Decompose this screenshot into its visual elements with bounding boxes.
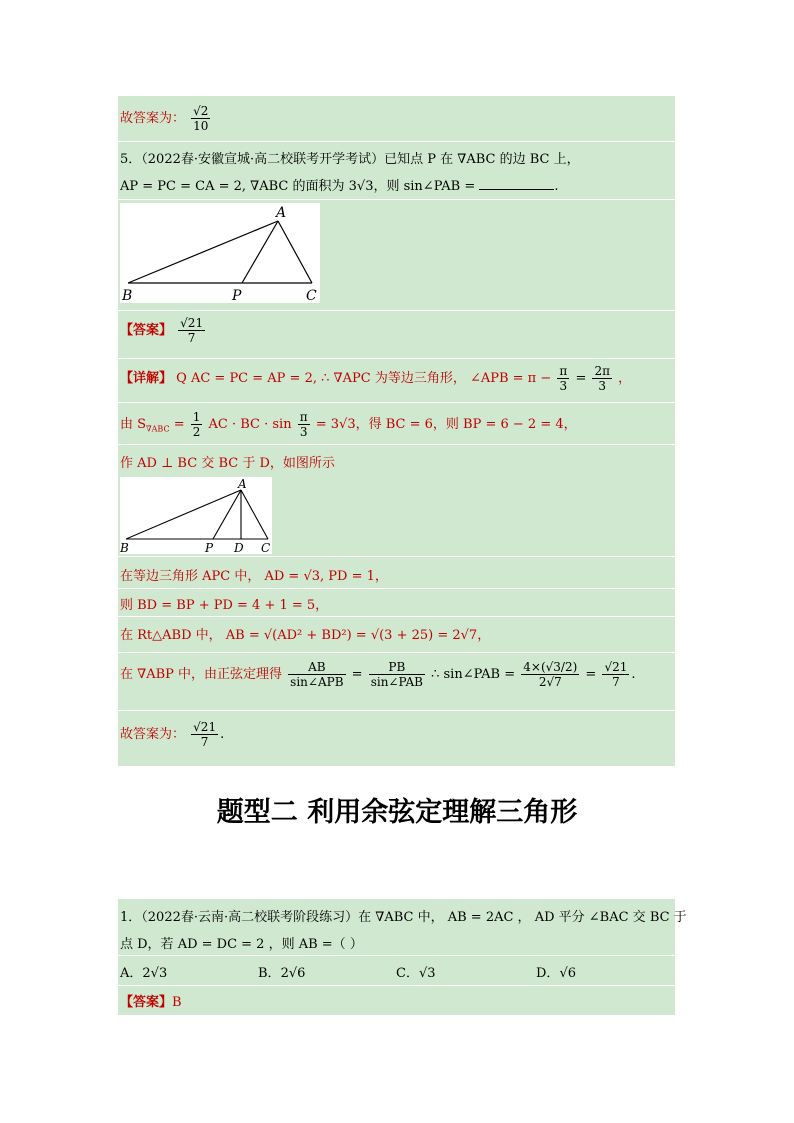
triangle-figure-2 — [120, 477, 272, 554]
divider — [118, 556, 675, 557]
segment-ap — [242, 221, 278, 283]
vertex-label-b: B — [120, 541, 129, 554]
detail-line-2: 由 $S_{\nabla ABC}$ = $\frac{1}{2}$ AC · BC · sin $\frac{\pi}{3}$ = 3√3，得 BC = 6，则 BP = 6 − 2 = 4， — [120, 410, 577, 439]
detail-line-3: 作 AD ⊥ BC 交 BC 于 D，如图所示 — [120, 456, 335, 471]
triangle-diagram-1 — [120, 203, 320, 303]
answer-fraction: $\frac{√21}{7}$ — [180, 316, 204, 345]
divider — [118, 199, 675, 200]
vertex-label-p: P — [232, 288, 242, 303]
vertex-label-p: P — [205, 541, 214, 554]
triangle-diagram-2 — [120, 477, 272, 554]
question-1-answer: 【答案】B — [120, 995, 182, 1010]
previous-answer-fraction: $\frac{√2}{10}$ — [193, 104, 209, 133]
option-c[interactable]: C．√3 — [396, 966, 436, 981]
option-b[interactable]: B．2√6 — [258, 966, 306, 981]
vertex-label-a: A — [238, 477, 247, 491]
divider — [118, 358, 675, 359]
detail-tag: 【详解】 — [120, 371, 173, 386]
vertex-label-a: A — [276, 205, 287, 221]
vertex-label-c: C — [306, 288, 317, 303]
detail-line-5: 则 BD = BP + PD = 4 + 1 = 5， — [120, 598, 329, 613]
segment-ab — [126, 490, 241, 539]
question-1-line-2: 点 D，若 AD = DC = 2 ，则 AB =（ ） — [120, 937, 363, 952]
final-answer: 故答案为： $\frac{√21}{7}$ . — [120, 720, 225, 749]
divider — [118, 402, 675, 403]
divider — [118, 985, 675, 986]
divider — [118, 616, 675, 617]
detail-line-7: 在 ∇ABP 中，由正弦定理得 $\frac{AB}{\text{sin∠APB}}$ = $\frac{PB}{\text{sin∠PAB}}$ ∴ sin∠PAB = $\frac{4\times(√3/2)}{2√7}$ = $\frac{√21}{7}$ . — [120, 660, 636, 689]
divider — [118, 310, 675, 311]
divider — [118, 710, 675, 711]
segment-ab — [128, 221, 278, 283]
option-a[interactable]: A．2√3 — [120, 966, 168, 981]
divider — [118, 652, 675, 653]
option-d[interactable]: D．√6 — [536, 966, 576, 981]
question-5-line-1: 5．（2022春·安徽宣城·高二校联考开学考试）已知点 P 在 ∇ABC 的边 BC 上， — [120, 152, 580, 167]
previous-answer-label: 故答案为： — [120, 111, 186, 126]
detail-line-6: 在 Rt△ABD 中， AB = √(AD² + BD²) = √(3 + 25) = 2√7， — [120, 628, 491, 643]
segment-ap — [213, 490, 241, 539]
section-title: 题型二 利用余弦定理解三角形 — [216, 797, 578, 828]
triangle-figure-1 — [120, 203, 320, 303]
segment-ac — [278, 221, 312, 283]
question-1-line-1: 1．（2022春·云南·高二校联考阶段练习）在 ∇ABC 中， AB = 2AC ， AD 平分 ∠BAC 交 BC 于 — [120, 910, 687, 925]
divider — [118, 444, 675, 445]
previous-answer — [120, 104, 212, 133]
segment-ac — [241, 490, 268, 539]
answer-row — [120, 316, 207, 345]
vertex-label-c: C — [261, 541, 271, 554]
divider — [118, 141, 675, 142]
answer-blank — [479, 177, 554, 190]
vertex-label-d: D — [234, 541, 244, 554]
detail-line-1: 【详解】 Q AC = PC = AP = 2, ∴ ∇APC 为等边三角形， ∠APB = π − $\frac{\pi}{3}$ = $\frac{2\pi}{3}$ ， — [120, 364, 632, 393]
divider — [118, 588, 675, 589]
vertex-label-b: B — [122, 288, 133, 303]
answer-tag: 【答案】 — [120, 323, 173, 338]
divider — [118, 955, 675, 956]
question-5-line-2: AP = PC = CA = 2, ∇ABC 的面积为 3√3，则 sin∠PAB = . — [120, 179, 559, 194]
detail-line-4: 在等边三角形 APC 中， AD = √3, PD = 1， — [120, 569, 388, 584]
